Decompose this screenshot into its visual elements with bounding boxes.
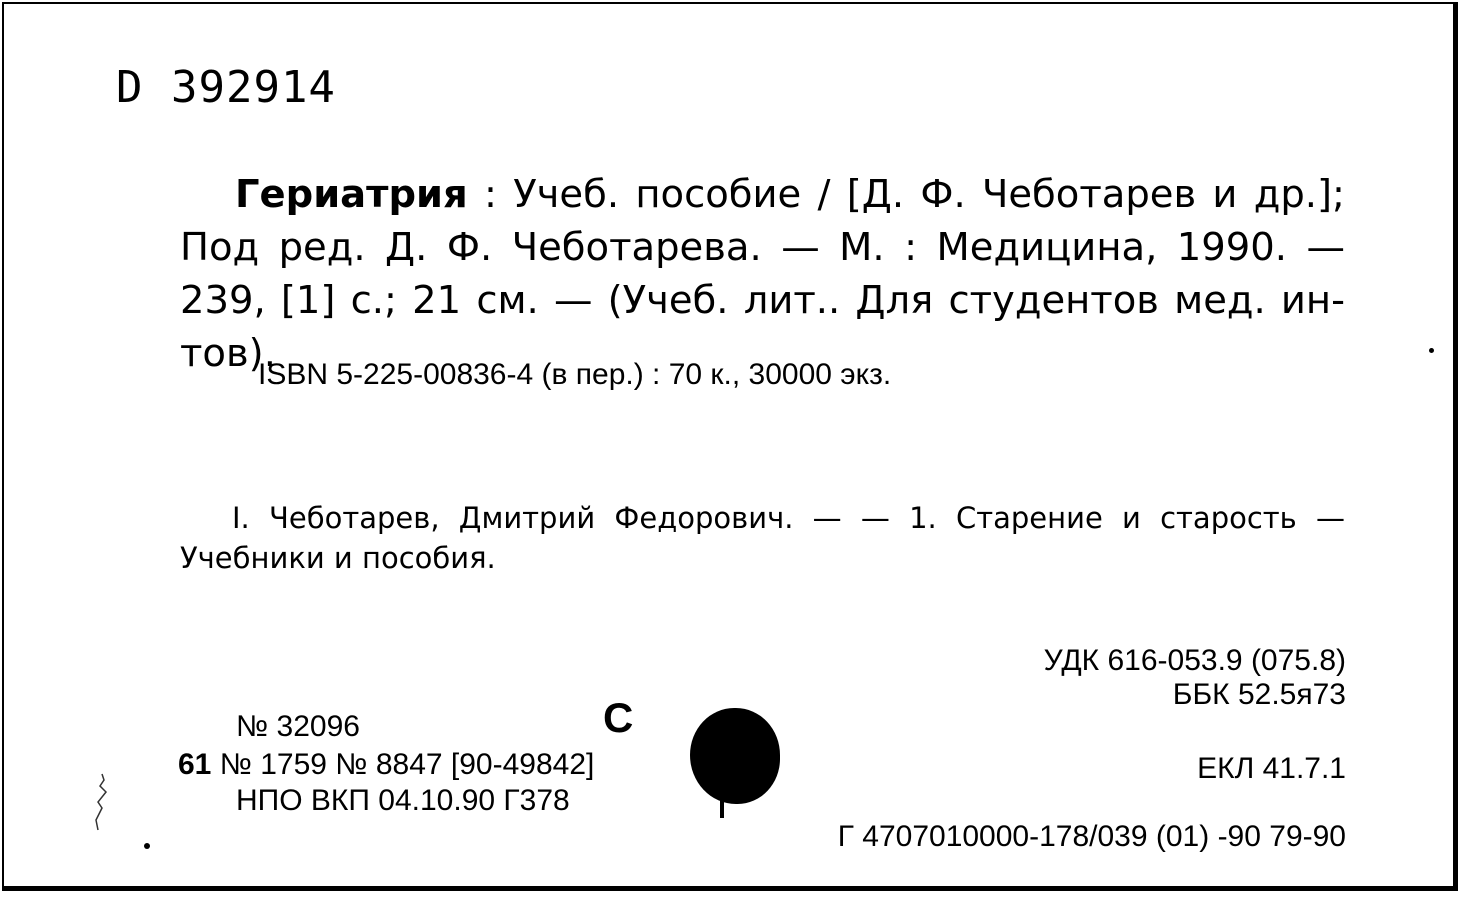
- pencil-mark: [88, 772, 112, 832]
- book-title: Гериатрия: [235, 172, 468, 217]
- isbn-line: ISBN 5-225-00836-4 (в пер.) : 70 к., 30000 экз.: [258, 358, 892, 391]
- ink-blot: [690, 708, 780, 804]
- order-number: № 32096: [236, 710, 360, 743]
- speck-dot: [144, 843, 150, 849]
- g-code: Г 4707010000-178/039 (01) -90 79-90: [837, 820, 1346, 853]
- description-body: : Учеб. пособие / [Д. Ф. Чеботарев и др.]; Под ред. Д. Ф. Чеботарева. — М. : Медицина, 1990. — 239, [1] с.; 21 см. — (Учеб. лит.. Для студентов мед. ин-тов).: [180, 172, 1345, 376]
- udk-code: УДК 616-053.9 (075.8): [1043, 644, 1346, 677]
- ekl-code: ЕКЛ 41.7.1: [1197, 752, 1346, 785]
- tracings: [180, 498, 1345, 578]
- ink-blot-tail: [720, 798, 724, 818]
- c-mark: С: [603, 694, 634, 741]
- tracings-text: I. Чеботарев, Дмитрий Федорович. — — 1. Старение и старость — Учебники и пособия.: [180, 501, 1345, 575]
- npo-line: НПО ВКП 04.10.90 Г378: [236, 784, 570, 817]
- bibliographic-description: [180, 168, 1345, 380]
- bbk-code: ББК 52.5я73: [1172, 678, 1346, 711]
- print-line: [178, 748, 594, 782]
- print-line-rest: № 1759 № 8847 [90-49842]: [211, 748, 595, 781]
- call-number: D 392914: [116, 62, 336, 113]
- speck-dot: [1429, 348, 1434, 353]
- print-line-prefix: 61: [178, 748, 212, 781]
